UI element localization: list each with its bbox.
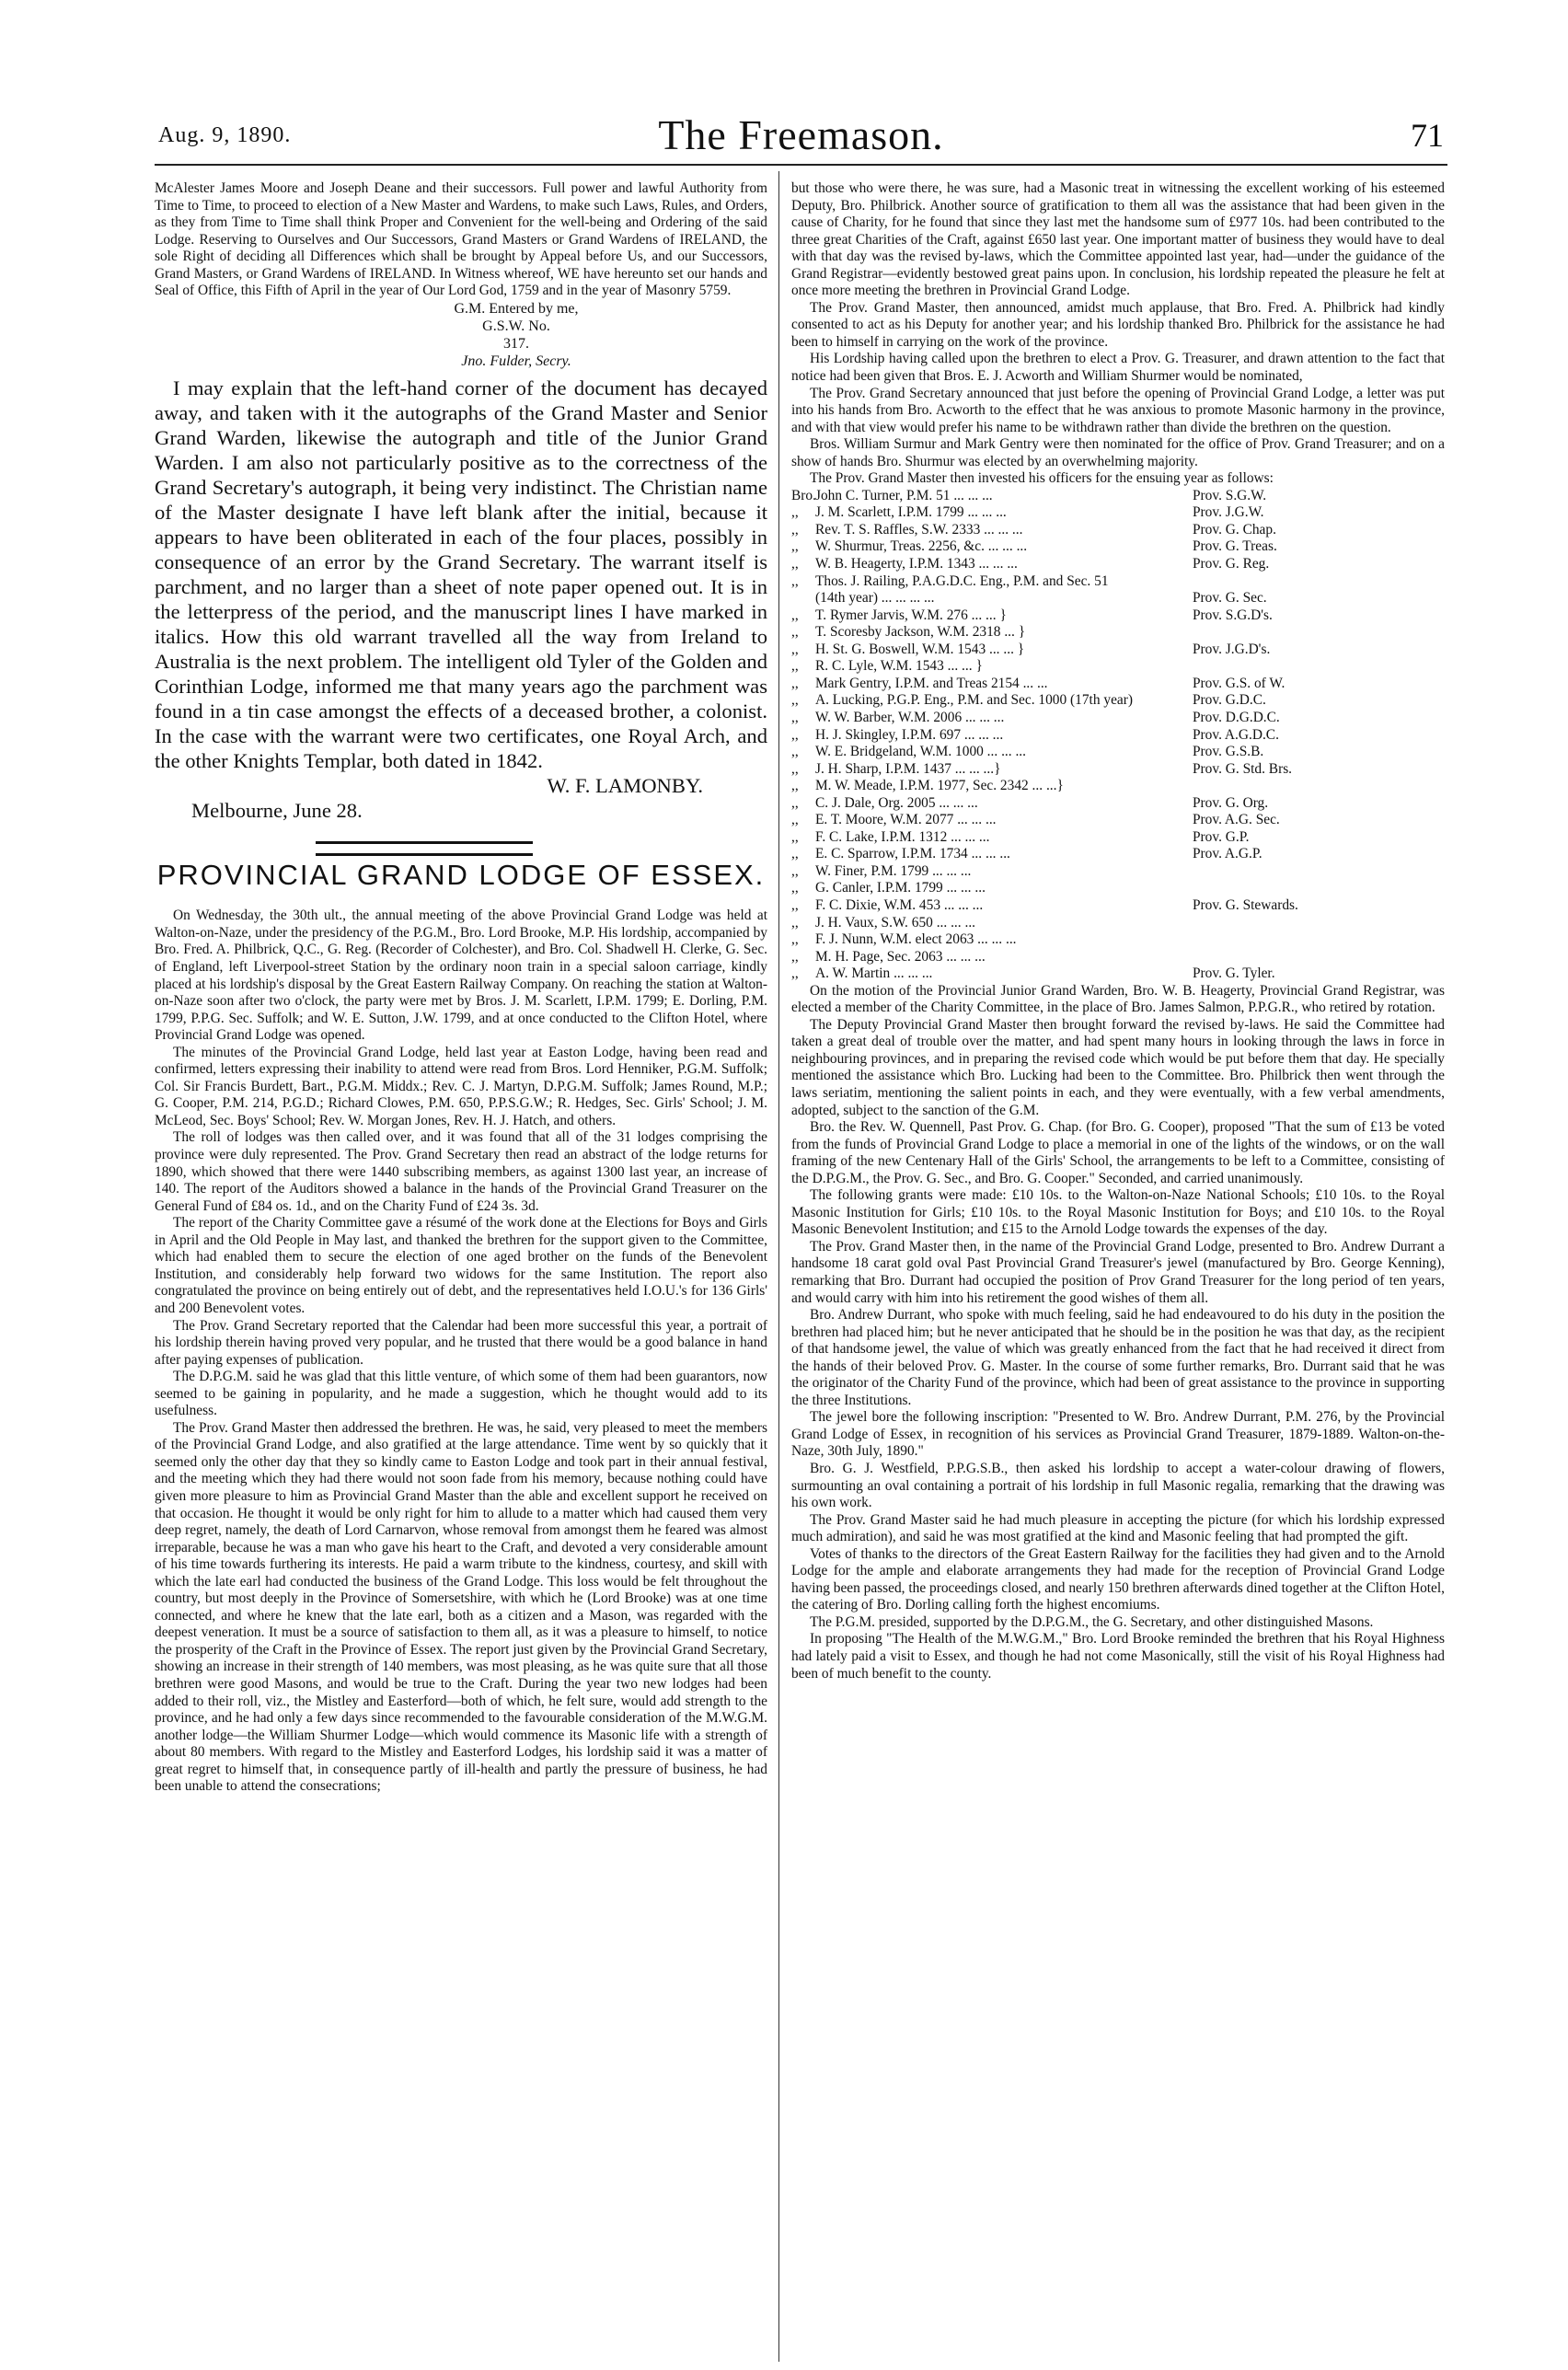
officer-prefix: ,, (791, 931, 799, 948)
officer-name: F. J. Nunn, W.M. elect 2063 ... ... ... (815, 931, 1017, 948)
officer-row (791, 504, 1445, 522)
endorsement-line: Jno. Fulder, Secry. (461, 353, 571, 369)
endorsement-line: G.M. Entered by me, (454, 300, 579, 317)
page-header (155, 110, 1447, 158)
officer-row (791, 692, 1445, 710)
officer-office (1193, 915, 1445, 932)
officer-row (791, 744, 1445, 761)
officer-prefix: ,, (791, 641, 799, 657)
article-paragraph: In proposing "The Health of the M.W.G.M.," Bro. Lord Brooke reminded the brethren that his Royal Highness had lately paid a visit to Essex, and though he had not come Masonically, still the visit of his Royal Highness had been of much benefit to the county. (791, 1631, 1445, 1682)
article-paragraph: The P.G.M. presided, supported by the D.P.G.M., the G. Secretary, and other distinguished Masons. (810, 1613, 1374, 1630)
officer-prefix: ,, (791, 778, 799, 794)
officer-prefix: ,, (791, 846, 799, 862)
officer-name: W. E. Bridgeland, W.M. 1000 ... ... ... (815, 744, 1027, 760)
officer-office (1193, 931, 1445, 949)
column-divider (778, 171, 779, 2362)
article-paragraph: The D.P.G.M. said he was glad that this little venture, of which some of them had been guarantors, now seemed to be gaining in popularity, and he made a suggestion, which he thought would add to its usefulness. (155, 1369, 767, 1419)
officer-office: Prov. A.G. Sec. (1193, 812, 1280, 828)
article-paragraph: The report of the Charity Committee gave a résumé of the work done at the Elections for Boys and Girls in April and the Old People in May last, and thanked the brethren for the support given to the Committee, which had enabled them to secure the election of one aged brother on the funds of the Benevolent Institution, and considerably help forward two widows for the same Institution. The report also congratulated the province on being entirely out of debt, and the representatives held I.O.U.'s for 136 Girls' and 200 Benevolent votes. (155, 1215, 767, 1316)
officer-row (791, 710, 1445, 727)
officer-row (791, 931, 1445, 949)
officer-row (791, 965, 1445, 983)
officer-row (791, 522, 1445, 539)
officer-row (791, 846, 1445, 863)
officer-prefix: ,, (791, 521, 799, 538)
officer-row (791, 488, 1445, 505)
officer-prefix: ,, (791, 504, 799, 521)
endorsement-line: 317. (503, 335, 529, 352)
officer-office (1193, 880, 1445, 897)
officer-prefix: ,, (791, 572, 799, 589)
officer-prefix: ,, (791, 658, 799, 675)
officer-prefix: ,, (791, 862, 799, 879)
officer-office: Prov. G. Reg. (1193, 556, 1270, 572)
article-paragraph: Bro. Andrew Durrant, who spoke with much feeling, said he had endeavoured to do his duty in the position the brethren had placed him; but he never anticipated that he should be in the position he was that day, as the recipient of that handsome jewel, the value of which was greatly enhanced from the fact that he had received it direct from the hands of their beloved Prov. G. Master. In the course of some further remarks, Bro. Durrant said that he was the originator of the Charity Fund of the province, which had been of great assistance to the province in supporting the three Institutions. (791, 1307, 1445, 1408)
article-paragraph: Votes of thanks to the directors of the Great Eastern Railway for the facilities they had given and to the Arnold Lodge for the ample and elaborate arrangements they had made for the reception of Provincial Grand Lodge having been passed, the proceedings closed, and nearly 150 brethren afterwards dined together at the Clifton Hotel, the catering of Bro. Dorling calling forth the highest encomiums. (791, 1545, 1445, 1613)
officer-office: Prov. J.G.W. (1193, 504, 1264, 521)
warrant-text: McAlester James Moore and Joseph Deane and their successors. Full power and lawful Authority from Time to Time, to proceed to election of a New Master and Wardens, to make such Laws, Rules, and Orders, as they from Time to Time shall think Proper and Convenient for the well-being and Ordering of the said Lodge. Reserving to Ourselves and Our Successors, Grand Masters or Grand Wardens of IRELAND, the sole Right of deciding all Differences which shall be brought by Appeal before Us, and our Successors, Grand Masters, or Grand Wardens of IRELAND. In Witness whereof, WE have hereunto set our hands and Seal of Office, this Fifth of April in the year of Our Lord God, 1759 and in the year of Masonry 5759. (155, 180, 767, 299)
officer-office (1193, 624, 1445, 642)
article-heading: PROVINCIAL GRAND LODGE OF ESSEX. (156, 858, 766, 891)
masthead-title: The Freemason. (658, 111, 944, 158)
officer-prefix: ,, (791, 812, 799, 828)
officer-office (1193, 778, 1445, 795)
officer-office: Prov. S.G.W. (1193, 487, 1267, 503)
officer-name: Mark Gentry, I.P.M. and Treas 2154 ... ... (815, 675, 1048, 691)
officer-name: M. H. Page, Sec. 2063 ... ... ... (815, 948, 986, 965)
officer-prefix: ,, (791, 726, 799, 743)
officer-prefix: ,, (791, 880, 799, 896)
officer-prefix: ,, (791, 948, 799, 965)
section-divider (316, 841, 533, 856)
officer-office: Prov. G. Tyler. (1193, 965, 1275, 982)
officer-prefix: ,, (791, 709, 799, 725)
officer-name: F. C. Lake, I.P.M. 1312 ... ... ... (815, 828, 990, 845)
officer-name: W. W. Barber, W.M. 2006 ... ... ... (815, 709, 1005, 725)
officer-name: F. C. Dixie, W.M. 453 ... ... ... (815, 896, 984, 913)
officer-office: Prov. S.G.D's. (1193, 607, 1273, 623)
officer-name: W. B. Heagerty, I.P.M. 1343 ... ... ... (815, 556, 1018, 572)
endorsement-line: G.S.W. No. (482, 318, 550, 334)
article-paragraph: The Prov. Grand Master then invested his officers for the ensuing year as follows: (810, 470, 1274, 487)
officer-office: Prov. G. Stewards. (1193, 896, 1298, 913)
officer-name: A. W. Martin ... ... ... (815, 965, 933, 982)
officer-name: E. T. Moore, W.M. 2077 ... ... ... (815, 812, 997, 828)
article-paragraph: The roll of lodges was then called over, and it was found that all of the 31 lodges comprising the province were duly represented. The Prov. Grand Secretary then read an abstract of the lodge returns for 1890, which showed that there were 1440 subscribing members, as against 1300 last year, an increase of 140. The report of the Auditors showed a balance in the hands of the Provincial Grand Treasurer on the General Fund of £84 os. 1d., and on the Charity Fund of £24 3s. 3d. (155, 1129, 767, 1214)
officer-name: Rev. T. S. Raffles, S.W. 2333 ... ... ... (815, 521, 1023, 538)
officer-row (791, 795, 1445, 813)
article-paragraph: On the motion of the Provincial Junior Grand Warden, Bro. W. B. Heagerty, Provincial Grand Registrar, was elected a member of the Charity Committee, in the place of Bro. James Salmon, P.P.G.R., who retired by rotation. (791, 982, 1445, 1016)
officer-name: G. Canler, I.P.M. 1799 ... ... ... (815, 880, 986, 896)
officer-prefix: Bro. (791, 487, 816, 503)
officer-row (791, 880, 1445, 897)
officer-name: W. Shurmur, Treas. 2256, &c. ... ... ... (815, 538, 1028, 555)
officer-office: Prov. G. Org. (1193, 794, 1269, 811)
article-paragraph: The jewel bore the following inscription: "Presented to W. Bro. Andrew Durrant, P.M. 276, by the Provincial Grand Lodge of Essex, in recognition of his services as Provincial Grand Treasurer, 1879-1889. Walton-on-the-Naze, 30th July, 1890." (791, 1409, 1445, 1460)
officer-office: Prov. A.G.P. (1193, 846, 1262, 862)
officer-row (791, 897, 1445, 915)
officer-row (791, 829, 1445, 847)
officer-row (791, 607, 1445, 625)
article-paragraph: but those who were there, he was sure, had a Masonic treat in witnessing the excellent working of his esteemed Deputy, Bro. Philbrick. Another source of gratification to them all was the assistance that had been given in the cause of Charity, for he found that since they last met the handsome sum of £977 10s. had been contributed to the three great Charities of the Craft, against £650 last year. One important matter of business they would have to deal with that day was the revised by-laws, which the Committee appointed last year, had—under the guidance of the Grand Registrar—evidently bestowed great pains upon. In conclusion, his lordship repeated the pleasure he felt at once more meeting the brethren in Provincial Grand Lodge. (791, 180, 1445, 299)
officer-row (791, 761, 1445, 779)
letter-place-date: Melbourne, June 28. (191, 798, 363, 822)
officer-prefix (791, 590, 815, 607)
officer-office: Prov. G. Std. Brs. (1193, 760, 1293, 777)
officer-prefix: ,, (791, 692, 799, 709)
officer-prefix: ,, (791, 794, 799, 811)
officer-name: W. Finer, P.M. 1799 ... ... ... (815, 862, 972, 879)
officer-prefix: ,, (791, 828, 799, 845)
officer-prefix: ,, (791, 675, 799, 691)
warrant-endorsement (265, 300, 767, 370)
officer-name: T. Scoresby Jackson, W.M. 2318 ... } (815, 624, 1026, 641)
officer-office: Prov. G.S.B. (1193, 744, 1264, 760)
article-paragraph: The Prov. Grand Master then addressed the brethren. He was, he said, very pleased to meet the members of the Provincial Grand Lodge, and also gratified at the large attendance. Time went by so quickly that it seemed only the other day that they so kindly came to Easton Lodge and took part in their annual festival, and the meeting which they had there would not soon fade from his memory, because nothing could have given more pleasure to him as Provincial Grand Master than the able and excellent support he received on that occasion. He thought it would be only right for him to allude to a matter which had caused them very deep regret, namely, the death of Lord Carnarvon, whose removal from amongst them he feared was almost irreparable, because he was a man who gave his heart to the Craft, and devoted a very considerable amount of his time towards furthering its interests. He paid a warm tribute to the kindness, courtesy, and skill with which the late earl had conducted the business of the Grand Lodge. This loss would be felt throughout the country, but most deeply in the Province of Somersetshire, with which he (Lord Brooke) was at one time connected, and where he knew that the late earl, both as a citizen and a Mason, was regarded with the deepest veneration. It must be a source of satisfaction to them all, as it was a pleasure to himself, to notice the prosperity of the Craft in the Province of Essex. The report just given by the Provincial Grand Secretary, showing an increase in their strength of 140 members, was most pleasing, as he was quite sure that all those brethren were good Masons, and would be true to the Craft. During the year two new lodges had been added to their roll, viz., the Mistley and Easterford—both of which, he felt sure, would add strength to the province, and he had only a few days since recommended to the favourable consideration of the M.W.G.M. another lodge—the William Shurmer Lodge—which would commence its Masonic life with a strength of about 80 members. With regard to the Mistley and Easterford Lodges, his lordship said it was a matter of great regret to himself that, in consequence partly of ill-health and partly the pressure of business, he had been unable to attend the consecrations; (155, 1419, 767, 1795)
officer-office: Prov. A.G.D.C. (1193, 726, 1279, 743)
officer-row (791, 658, 1445, 676)
officer-prefix: ,, (791, 556, 799, 572)
article-paragraph: On Wednesday, the 30th ult., the annual meeting of the above Provincial Grand Lodge was held at Walton-on-Naze, under the presidency of the P.G.M., Bro. Lord Brooke, M.P. His lordship, accompanied by Bro. Fred. A. Philbrick, Q.C., G. Reg. (Recorder of Colchester), and Bro. Col. Shadwell H. Clerke, G. Sec. of England, left Liverpool-street Station by the ordinary noon train in a special saloon carriage, kindly placed at his lordship's disposal by the Great Eastern Railway Company. On reaching the station at Walton-on-Naze soon after two o'clock, the party were met by Bros. J. M. Scarlett, I.P.M. 1799; E. Dorling, P.M. 1799, P.P.G. Sec. Suffolk; and W. E. Sutton, J.W. 1799, and at once conducted to the Clifton Hotel, where Provincial Grand Lodge was opened. (155, 908, 767, 1044)
officer-prefix: ,, (791, 624, 799, 641)
officer-office (1193, 863, 1445, 881)
officers-list (791, 488, 1445, 983)
letter-signature: W. F. LAMONBY. (547, 773, 703, 797)
officer-name: (14th year) ... ... ... ... (815, 590, 935, 607)
article-paragraph: The Prov. Grand Master, then announced, amidst much applause, that Bro. Fred. A. Philbrick had kindly consented to act as his Deputy for another year; and his lordship thanked Bro. Philbrick for the assistance he had been to himself in carrying on the work of the province. (791, 299, 1445, 350)
officer-prefix: ,, (791, 965, 799, 982)
officer-row (791, 590, 1445, 607)
officer-office: Prov. G.S. of W. (1193, 675, 1286, 691)
officer-name: H. J. Skingley, I.P.M. 697 ... ... ... (815, 726, 1004, 743)
officer-name: M. W. Meade, I.P.M. 1977, Sec. 2342 ... ...} (815, 778, 1064, 794)
officer-name: H. St. G. Boswell, W.M. 1543 ... ... } (815, 641, 1025, 657)
article-paragraph: The Prov. Grand Master said he had much pleasure in accepting the picture (for which his lordship expressed much admiration), and said he was most gratified at the kind and Masonic feeling that had prompted the gift. (791, 1511, 1445, 1545)
officer-row (791, 538, 1445, 556)
page-number: 71 (1411, 117, 1444, 154)
right-column (791, 180, 1445, 1682)
officer-prefix: ,, (791, 914, 799, 931)
article-paragraph: His Lordship having called upon the brethren to elect a Prov. G. Treasurer, and drawn attention to the fact that notice had been given that Bros. E. J. Acworth and William Shurmer would be nominated, (791, 351, 1445, 385)
article-paragraph: The Deputy Provincial Grand Master then brought forward the revised by-laws. He said the Committee had taken a great deal of trouble over the matter, and had spent many hours in looking through the laws in force in neighbouring provinces, and in preparing the revised code which would be put before them that day. He specially mentioned the assistance which Bro. Lucking had been to the Committee. Bro. Philbrick then went through the laws seriatim, mentioning the salient points in each, and they were eventually, with a few verbal amendments, adopted, subject to the sanction of the G.M. (791, 1016, 1445, 1118)
officer-name: Thos. J. Railing, P.A.G.D.C. Eng., P.M. and Sec. 51 (815, 572, 1109, 589)
officer-row (791, 949, 1445, 966)
officer-name: J. H. Sharp, I.P.M. 1437 ... ... ...} (815, 760, 1001, 777)
officer-office (1193, 658, 1445, 676)
officer-name: E. C. Sparrow, I.P.M. 1734 ... ... ... (815, 846, 1010, 862)
officer-office: Prov. G. Treas. (1193, 538, 1277, 555)
officer-name: John C. Turner, P.M. 51 ... ... ... (815, 487, 993, 503)
officer-name: J. H. Vaux, S.W. 650 ... ... ... (815, 914, 976, 931)
officer-office: Prov. D.G.D.C. (1193, 709, 1280, 725)
officer-office: Prov. G. Chap. (1193, 521, 1276, 538)
officer-prefix: ,, (791, 538, 799, 555)
officer-office (1193, 573, 1445, 591)
left-column (155, 180, 767, 1796)
officer-prefix: ,, (791, 744, 799, 760)
officer-row (791, 556, 1445, 573)
officer-row (791, 642, 1445, 659)
officer-office: Prov. G.P. (1193, 828, 1250, 845)
officer-name: C. J. Dale, Org. 2005 ... ... ... (815, 794, 978, 811)
officer-row (791, 812, 1445, 829)
letter-paragraph: I may explain that the left-hand corner of the document has decayed away, and taken with it the autographs of the Grand Master and Senior Grand Warden, likewise the autograph and title of the Junior Grand Warden. I am also not particularly positive as to the correctness of the Grand Secretary's autograph, it being very indistinct. The Christian name of the Master designate I have left blank after the initial, because it appears to have been obliterated in each of the four places, possibly in consequence of an error by the Grand Secretary. The warrant itself is parchment, and no larger than a sheet of note paper opened out. It is in the letterpress of the period, and the manuscript lines I have marked in italics. How this old warrant travelled all the way from Ireland to Australia is the next problem. The intelligent old Tyler of the Golden and Corinthian Lodge, informed me that many years ago the parchment was found in a tin case amongst the effects of a deceased brother, a colonist. In the case with the warrant were two certificates, one Royal Arch, and the other Knights Templar, both dated in 1842. (155, 376, 767, 772)
officer-row (791, 573, 1445, 591)
officer-name: J. M. Scarlett, I.P.M. 1799 ... ... ... (815, 504, 1007, 521)
officer-row (791, 727, 1445, 745)
officer-row (791, 778, 1445, 795)
officer-prefix: ,, (791, 896, 799, 913)
article-paragraph: Bros. William Surmur and Mark Gentry were then nominated for the office of Prov. Grand Treasurer; and on a show of hands Bro. Shurmur was elected by an overwhelming majority. (791, 436, 1445, 469)
officer-office (1193, 949, 1445, 966)
officer-name: T. Rymer Jarvis, W.M. 276 ... ... } (815, 607, 1007, 623)
article-paragraph: The Prov. Grand Secretary reported that the Calendar had been more successful this year, a portrait of his lordship therein having proved very popular, and he trusted that there would be a good balance in hand after paying expenses of publication. (155, 1317, 767, 1368)
officer-office: Prov. G.D.C. (1193, 692, 1266, 709)
officer-row (791, 676, 1445, 693)
officer-name: A. Lucking, P.G.P. Eng., P.M. and Sec. 1000 (17th year) (815, 692, 1133, 709)
officer-office: Prov. J.G.D's. (1193, 641, 1271, 657)
article-paragraph: The Prov. Grand Master then, in the name of the Provincial Grand Lodge, presented to Bro. Andrew Durrant a handsome 18 carat gold oval Past Provincial Grand Treasurer's jewel (manufactured by Bro. George Kenning), remarking that Bro. Durrant had occupied the position of Prov Grand Treasurer for the long period of ten years, and would carry with him into his retirement the good wishes of them all. (791, 1238, 1445, 1306)
officer-prefix: ,, (791, 607, 799, 623)
article-paragraph: The following grants were made: £10 10s. to the Walton-on-Naze National Schools; £10 10s. to the Royal Masonic Institution for Girls; £10 10s. to the Royal Masonic Institution for Boys; and £10 10s. to the Royal Masonic Benevolent Institution; and £15 to the Arnold Lodge towards the expenses of the day. (791, 1187, 1445, 1238)
officer-row (791, 915, 1445, 932)
article-paragraph: Bro. G. J. Westfield, P.P.G.S.B., then asked his lordship to accept a water-colour drawing of flowers, surmounting an oval containing a portrait of his lordship in full Masonic regalia, remarking that the drawing was his own work. (791, 1461, 1445, 1511)
article-paragraph: The minutes of the Provincial Grand Lodge, held last year at Easton Lodge, having been read and confirmed, letters expressing their inability to attend were read from Bros. Lord Henniker, P.G.M. Suffolk; Col. Sir Francis Burdett, Bart., P.G.M. Middx.; Rev. C. J. Martyn, D.P.G.M. Suffolk; James Round, M.P.; G. Cooper, P.M. 214, P.G.D.; Richard Clowes, P.M. 650, P.P.S.G.W.; R. Hedges, Sec. Girls' School; J. M. McLeod, Sec. Boys' School; Rev. W. Morgan Jones, Rev. H. J. Hatch, and others. (155, 1044, 767, 1128)
officer-office: Prov. G. Sec. (1193, 590, 1267, 607)
officer-row (791, 863, 1445, 881)
article-paragraph: The Prov. Grand Secretary announced that just before the opening of Provincial Grand Lodge, a letter was put into his hands from Bro. Acworth to the effect that he was anxious to promote Masonic harmony in the province, and with that view would prefer his name to be withdrawn rather than divide the brethren on the question. (791, 385, 1445, 435)
officer-name: R. C. Lyle, W.M. 1543 ... ... } (815, 658, 983, 675)
officer-prefix: ,, (791, 760, 799, 777)
officer-row (791, 624, 1445, 642)
header-rule (155, 164, 1447, 166)
issue-date: Aug. 9, 1890. (158, 123, 292, 147)
article-paragraph: Bro. the Rev. W. Quennell, Past Prov. G. Chap. (for Bro. G. Cooper), proposed "That the sum of £13 be voted from the funds of Provincial Grand Lodge to place a memorial in one of the lights of the windows, or on the wall framing of the new Centenary Hall of the Girls' School, the arrangements to be left to a Committee, consisting of the D.P.G.M., the Prov. G. Sec., and Bro. G. Cooper." Seconded, and carried unanimously. (791, 1119, 1445, 1186)
